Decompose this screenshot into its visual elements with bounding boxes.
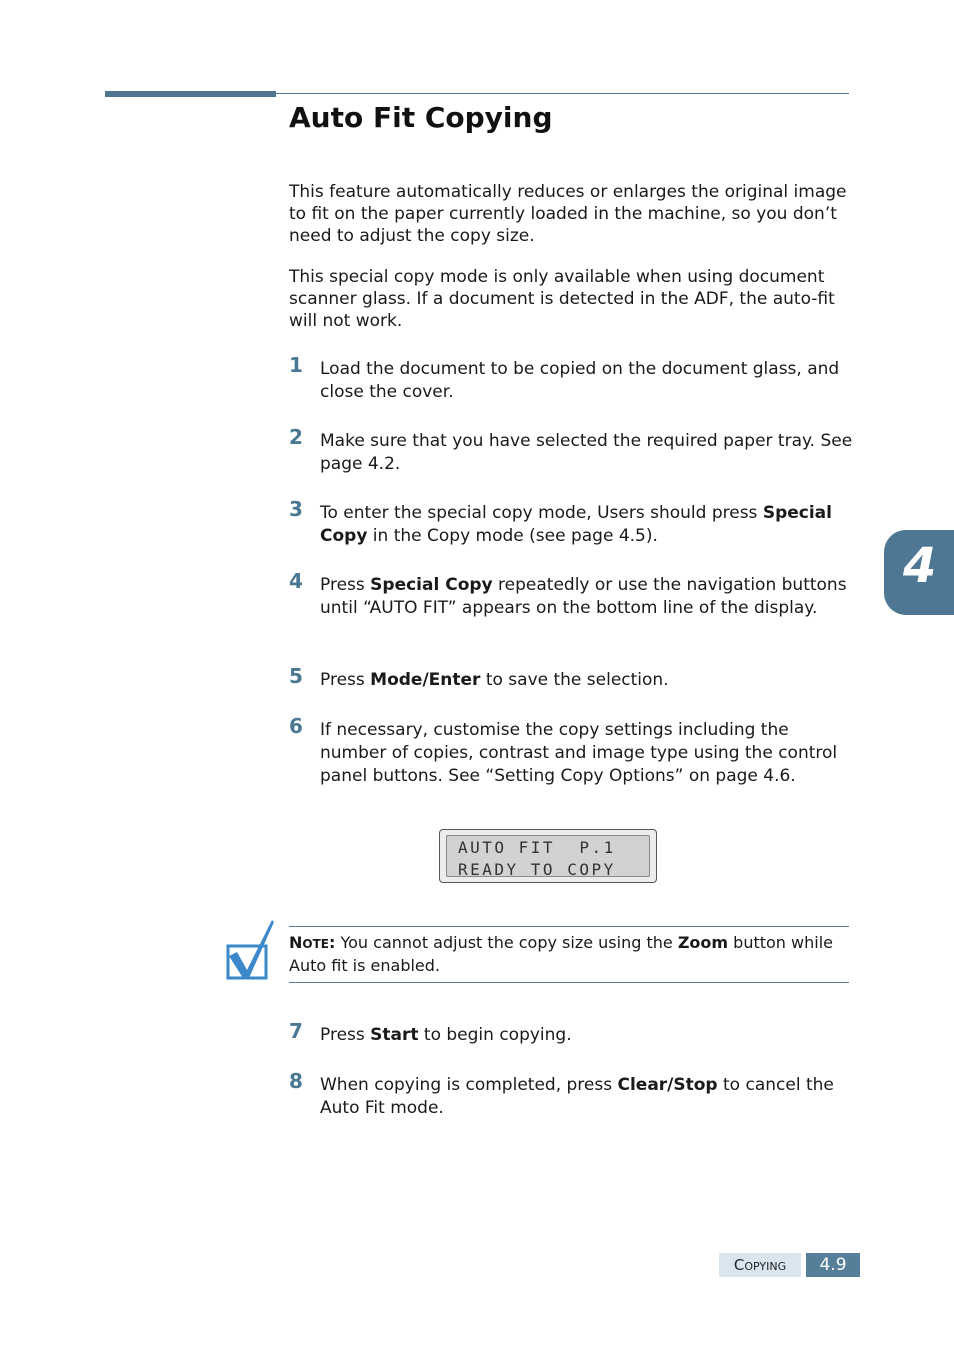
step-text: Press Start to begin copying. <box>320 1025 572 1045</box>
step-text: Make sure that you have selected the required paper tray. See page 4.2. <box>320 431 853 474</box>
step-number: 4 <box>289 569 303 593</box>
note-box: NOTE: You cannot adjust the copy size using the Zoom button while Auto fit is enabled. <box>289 933 833 975</box>
lcd-line-1: AUTO FIT P.1 <box>458 838 616 857</box>
note-checkmark-icon <box>225 918 277 982</box>
step-number: 6 <box>289 714 303 738</box>
note-rule-top <box>289 926 849 927</box>
step-text: Press Special Copy repeatedly or use the navigation buttons until “AUTO FIT” appears on the bottom line of the display. <box>320 575 847 618</box>
lcd-screen <box>446 835 650 877</box>
lcd-display <box>439 829 657 883</box>
step-number: 5 <box>289 664 303 688</box>
step-text: When copying is completed, press Clear/Stop to cancel the Auto Fit mode. <box>320 1075 834 1118</box>
step-number: 2 <box>289 425 303 449</box>
step-text: To enter the special copy mode, Users should press Special Copy in the Copy mode (see page 4.5). <box>320 503 832 546</box>
lcd-line-2: READY TO COPY <box>458 860 616 879</box>
note-label: NOTE: <box>289 933 336 952</box>
step-number: 7 <box>289 1019 303 1043</box>
intro-paragraph-1: This feature automatically reduces or enlarges the original image to fit on the paper currently loaded in the machine, so you don’t need to adjust the copy size. <box>289 182 847 246</box>
footer-section-label: COPYING <box>719 1253 801 1277</box>
step-text: Load the document to be copied on the document glass, and close the cover. <box>320 359 840 402</box>
step-number: 8 <box>289 1069 303 1093</box>
note-rule-bottom <box>289 982 849 983</box>
header-rule-thin <box>276 93 849 94</box>
chapter-tab: 4 <box>884 530 954 615</box>
step-number: 1 <box>289 353 303 377</box>
footer-page-number: 4.9 <box>806 1253 860 1277</box>
step-text: If necessary, customise the copy settings including the number of copies, contrast and image type using the control panel buttons. See “Setting Copy Options” on page 4.6. <box>320 720 838 786</box>
intro-paragraph-2: This special copy mode is only available when using document scanner glass. If a document is detected in the ADF, the auto-fit will not work. <box>289 267 835 331</box>
step-text: Press Mode/Enter to save the selection. <box>320 670 669 690</box>
step-number: 3 <box>289 497 303 521</box>
page-title: Auto Fit Copying <box>289 101 553 134</box>
header-rule-thick <box>105 91 276 97</box>
